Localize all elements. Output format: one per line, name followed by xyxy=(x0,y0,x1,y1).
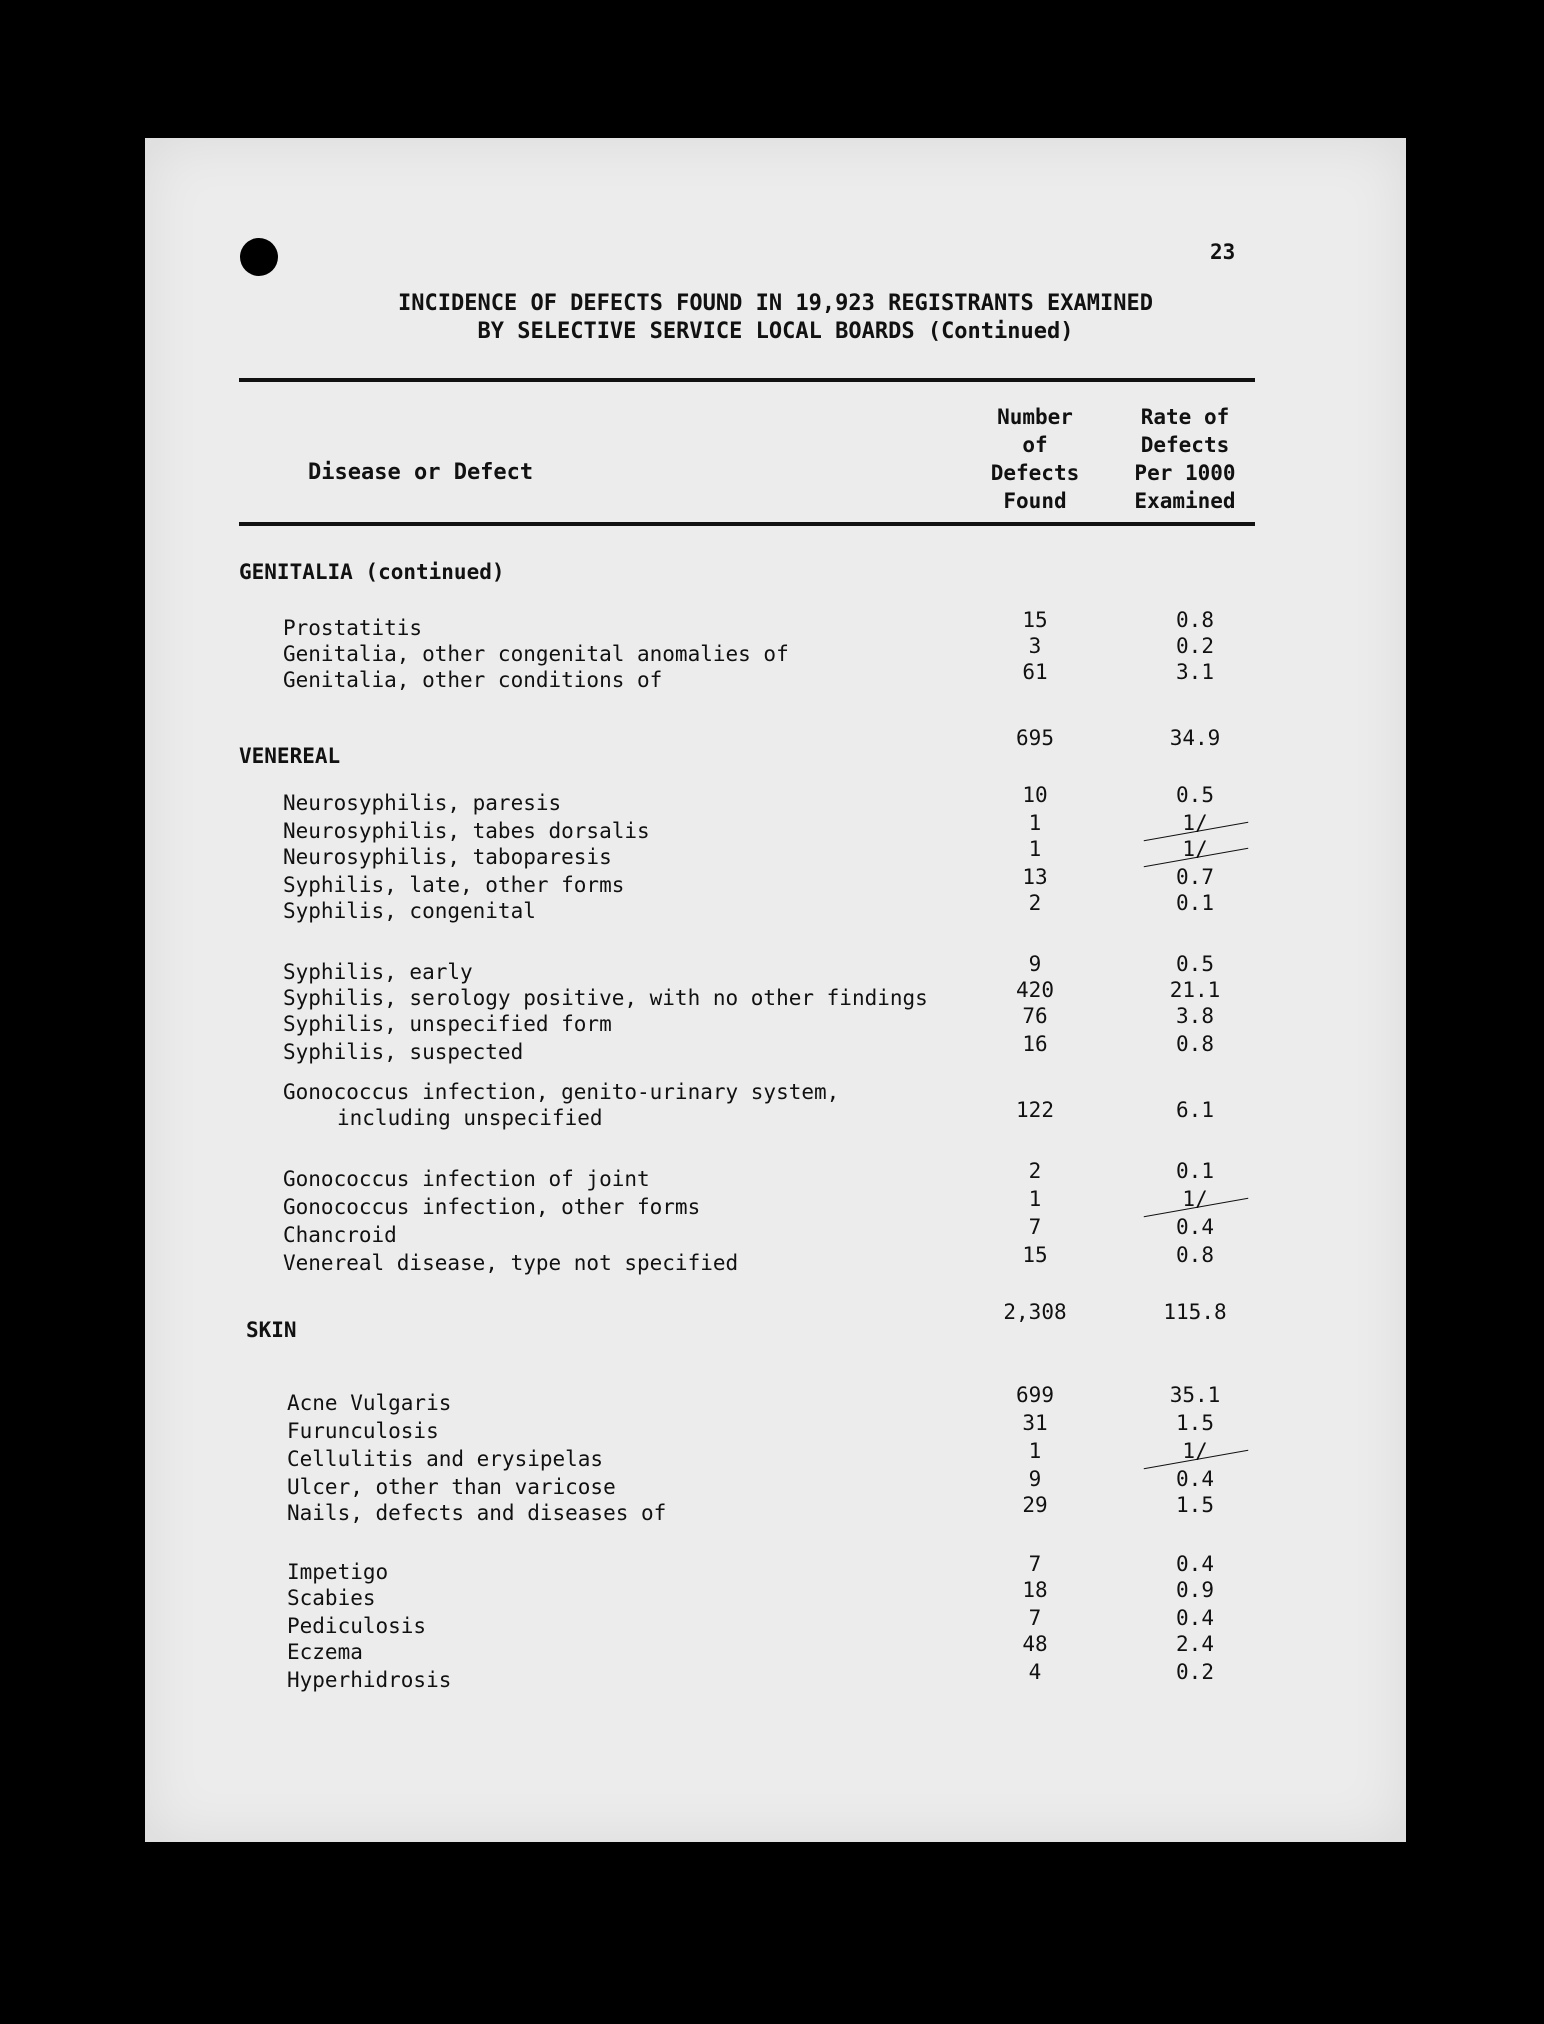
defects-found: 7 xyxy=(1028,1552,1042,1576)
defects-found: 4 xyxy=(1028,1660,1042,1684)
rate-per-1000: 0.2 xyxy=(1176,1660,1214,1684)
defects-found: 1 xyxy=(1028,837,1042,861)
rate-per-1000: 0.8 xyxy=(1176,608,1214,632)
defects-found: 7 xyxy=(1028,1606,1042,1630)
header-rate-line: Per 1000 xyxy=(1134,461,1236,485)
rate-per-1000: 0.4 xyxy=(1176,1467,1214,1491)
defect-label: Neurosyphilis, taboparesis xyxy=(283,845,612,869)
table-title xyxy=(145,290,1406,346)
defect-label: Genitalia, other conditions of xyxy=(283,668,663,692)
defect-label: Impetigo xyxy=(287,1560,389,1584)
table-row xyxy=(145,1032,1406,1066)
table-row xyxy=(145,1660,1406,1694)
defect-label: Neurosyphilis, tabes dorsalis xyxy=(283,819,650,843)
header-rate-line: Rate of xyxy=(1140,405,1230,429)
defects-found: 9 xyxy=(1028,952,1042,976)
defects-found: 2 xyxy=(1028,891,1042,915)
rate-per-1000: 0.4 xyxy=(1176,1606,1214,1630)
defect-label: Syphilis, suspected xyxy=(283,1040,524,1064)
defects-found: 122 xyxy=(1016,1098,1054,1122)
table-row xyxy=(145,660,1406,694)
rate-per-1000: 0.2 xyxy=(1176,634,1214,658)
rate-per-1000: 115.8 xyxy=(1163,1300,1227,1324)
rate-per-1000: 1.5 xyxy=(1176,1493,1214,1517)
punch-hole xyxy=(240,238,278,276)
defect-label: Gonococcus infection, other forms xyxy=(283,1195,701,1219)
defects-found: 31 xyxy=(1022,1411,1048,1435)
header-number-line: Found xyxy=(1003,489,1067,513)
rate-per-1000: 0.1 xyxy=(1176,1159,1214,1183)
rate-per-1000: 0.7 xyxy=(1176,865,1214,889)
top-rule xyxy=(239,378,1255,382)
defect-label: Cellulitis and erysipelas xyxy=(287,1447,604,1471)
table-row xyxy=(145,891,1406,925)
defect-label: Ulcer, other than varicose xyxy=(287,1475,616,1499)
rate-per-1000: 0.5 xyxy=(1176,783,1214,807)
defect-label: Venereal disease, type not specified xyxy=(283,1251,739,1275)
rate-per-1000: 2.4 xyxy=(1176,1632,1214,1656)
rate-per-1000: 6.1 xyxy=(1176,1098,1214,1122)
defects-found: 7 xyxy=(1028,1215,1042,1239)
defects-found: 2,308 xyxy=(1003,1300,1067,1324)
rate-per-1000: 1/ xyxy=(1145,1185,1245,1213)
defects-found: 2 xyxy=(1028,1159,1042,1183)
rate-per-1000: 0.8 xyxy=(1176,1243,1214,1267)
title-line-2: BY SELECTIVE SERVICE LOCAL BOARDS (Continued) xyxy=(477,319,1074,344)
defect-label: including unspecified xyxy=(337,1106,603,1130)
section-row xyxy=(145,1300,1406,1344)
defect-label: Scabies xyxy=(287,1586,376,1610)
defect-label: Furunculosis xyxy=(287,1419,439,1443)
defect-label: Eczema xyxy=(287,1640,363,1664)
defect-label: Prostatitis xyxy=(283,616,423,640)
defect-label: Genitalia, other congenital anomalies of xyxy=(283,642,789,666)
defects-found: 15 xyxy=(1022,1243,1048,1267)
defects-found: 9 xyxy=(1028,1467,1042,1491)
defect-label: Nails, defects and diseases of xyxy=(287,1501,667,1525)
defects-found: 420 xyxy=(1016,978,1054,1002)
defects-found: 76 xyxy=(1022,1004,1048,1028)
rate-per-1000: 1/ xyxy=(1145,1437,1245,1465)
defects-found: 15 xyxy=(1022,608,1048,632)
header-rate-line: Examined xyxy=(1134,489,1236,513)
defects-found: 61 xyxy=(1022,660,1048,684)
defects-found: 48 xyxy=(1022,1632,1048,1656)
rate-per-1000: 3.8 xyxy=(1176,1004,1214,1028)
defect-label: Pediculosis xyxy=(287,1614,427,1638)
header-number-line: Defects xyxy=(990,461,1080,485)
table-row xyxy=(145,1493,1406,1527)
rate-per-1000: 0.1 xyxy=(1176,891,1214,915)
defect-label: Acne Vulgaris xyxy=(287,1391,452,1415)
defects-found: 1 xyxy=(1028,1439,1042,1463)
defects-found: 18 xyxy=(1022,1578,1048,1602)
section-row xyxy=(145,726,1406,770)
rate-per-1000: 0.4 xyxy=(1176,1215,1214,1239)
defects-found: 699 xyxy=(1016,1383,1054,1407)
section-label: VENEREAL xyxy=(239,744,341,768)
rate-per-1000: 1/ xyxy=(1145,835,1245,863)
defects-found: 29 xyxy=(1022,1493,1048,1517)
defect-label: Syphilis, early xyxy=(283,960,473,984)
header-disease: Disease or Defect xyxy=(308,460,534,485)
header-rate xyxy=(1105,403,1265,515)
defect-label: Syphilis, late, other forms xyxy=(283,873,625,897)
header-number xyxy=(960,403,1110,515)
rate-per-1000: 1.5 xyxy=(1176,1411,1214,1435)
table-row xyxy=(145,1098,1406,1132)
header-number-line: of xyxy=(1022,433,1048,457)
rate-per-1000: 3.1 xyxy=(1176,660,1214,684)
defect-label: Syphilis, congenital xyxy=(283,899,536,923)
defect-label: Neurosyphilis, paresis xyxy=(283,791,562,815)
title-line-1: INCIDENCE OF DEFECTS FOUND IN 19,923 REGISTRANTS EXAMINED xyxy=(398,291,1153,316)
defect-label: Syphilis, serology positive, with no other findings xyxy=(283,986,928,1010)
header-rate-line: Defects xyxy=(1140,433,1230,457)
defect-label: Gonococcus infection, genito-urinary system, xyxy=(283,1080,840,1104)
rate-per-1000: 35.1 xyxy=(1169,1383,1221,1407)
defect-label: Chancroid xyxy=(283,1223,397,1247)
rate-per-1000: 34.9 xyxy=(1169,726,1221,750)
header-rule xyxy=(239,522,1255,526)
page-number: 23 xyxy=(1210,240,1236,264)
defects-found: 1 xyxy=(1028,1187,1042,1211)
rate-per-1000: 21.1 xyxy=(1169,978,1221,1002)
defects-found: 1 xyxy=(1028,811,1042,835)
defects-found: 3 xyxy=(1028,634,1042,658)
rate-per-1000: 1/ xyxy=(1145,809,1245,837)
rate-per-1000: 0.5 xyxy=(1176,952,1214,976)
defects-found: 695 xyxy=(1016,726,1054,750)
defects-found: 13 xyxy=(1022,865,1048,889)
table-row xyxy=(145,1243,1406,1277)
rate-per-1000: 0.4 xyxy=(1176,1552,1214,1576)
defect-label: Syphilis, unspecified form xyxy=(283,1012,612,1036)
defects-found: 16 xyxy=(1022,1032,1048,1056)
defect-label: Gonococcus infection of joint xyxy=(283,1167,650,1191)
section-row xyxy=(145,558,1406,586)
section-label: GENITALIA (continued) xyxy=(239,560,505,584)
defects-found: 10 xyxy=(1022,783,1048,807)
rate-per-1000: 0.8 xyxy=(1176,1032,1214,1056)
defect-label: Hyperhidrosis xyxy=(287,1668,452,1692)
section-label: SKIN xyxy=(246,1318,297,1342)
header-number-line: Number xyxy=(997,405,1073,429)
document-page xyxy=(145,138,1406,1842)
rate-per-1000: 0.9 xyxy=(1176,1578,1214,1602)
